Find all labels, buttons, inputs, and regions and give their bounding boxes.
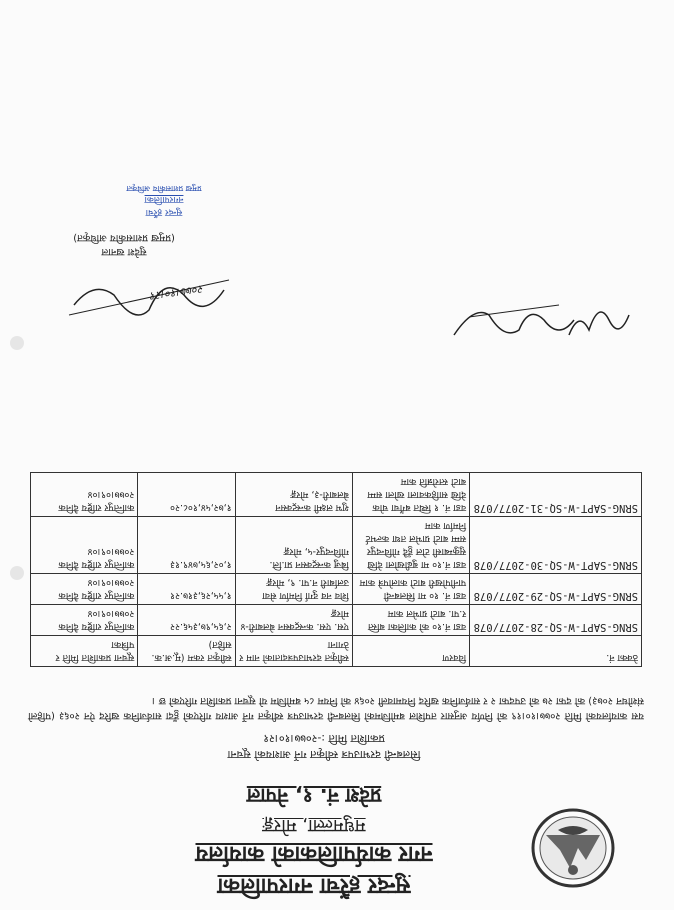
bidder-cell: शिव नव दुर्गा निर्माण सेवा उर्लाबारी न.पा. ९, मोरङ्ग (235, 574, 352, 605)
description-cell: वडा नं.१० मा बुढीखोला देखि सुकुम्बासी टोल हुँदै गोविन्दपुर सम्म बाटो ग्राभेल तथा कल्भर्ट निर्माण काम (352, 517, 469, 574)
signatory-name: सुदेश खनाल (101, 246, 147, 257)
table-row (31, 517, 642, 574)
contract-table (30, 472, 642, 667)
stamp-line: प्रमुख प्रशासकीय अधिकृत (126, 184, 202, 193)
contract-no-cell: SRNG-SAPT-W-SQ-30-2077/078 (470, 517, 642, 574)
publication-cell: कान्तिपुर राष्ट्रिय दैनिक २०७७।०९।०४ (31, 605, 138, 636)
province-line: प्रदेश नं. १, नेपाल (246, 784, 382, 808)
stamp-line: नगरपालिका (144, 194, 184, 204)
description-cell: वडा नं. १ स्थित बगैंचा चोक देखि साहिकवाला खोला सम्म बाटो स्तरोन्नति काम (352, 473, 469, 517)
handwritten-signature (449, 300, 579, 345)
notice-title: सिलबन्दी दरभाउपत्र स्वीकृत गर्ने आशयको सूचना (227, 748, 421, 761)
signatory-role: (प्रमुख प्रशासकीय अधिकृत) (73, 232, 175, 243)
amount-cell: २,६५,९७,३५६.२२ (138, 605, 235, 636)
municipality-name: सुन्दर हरैंचा नगरपालिका (217, 873, 411, 898)
publication-cell: कान्तिपुर राष्ट्रिय दैनिक २०७७।०९।०४ (31, 574, 138, 605)
publication-cell: कान्तिपुर राष्ट्रिय दैनिक २०७७।०९।०४ (31, 517, 138, 574)
contract-no-cell: SRNG-SAPT-W-SQ-28-2077/078 (470, 605, 642, 636)
table-row (31, 605, 642, 636)
table-row (31, 574, 642, 605)
office-location: मधुमल्ला, मोरङ्ग (262, 815, 366, 836)
col-header-amount: स्वीकृत रकम (मू.अ.क. सहित) (138, 636, 235, 667)
description-cell: वडा नं. १० मा सिलबन्दी पानीपोखरी बाटो कालोपत्रे काम (352, 574, 469, 605)
table-row (31, 473, 642, 517)
official-stamp (94, 160, 234, 220)
bidder-cell: एस. एस. कन्स्ट्रक्सन बेलबारी-४ मोरङ्ग (235, 605, 352, 636)
description-cell: वडा नं.१० को कालिका बस्ति र.पा. बाटो ग्राभेल काम (352, 605, 469, 636)
col-header-contract-no: ठेक्का नं. (470, 636, 642, 667)
amount-cell: १,५५,२६,३१७.२१ (138, 574, 235, 605)
punch-hole (10, 336, 24, 350)
amount-cell: १,७२,५४,१०८.२० (138, 473, 235, 517)
handwritten-signature (64, 270, 234, 330)
notice-date: प्रकाशित मिति :-२०७७।१०।२१ (263, 732, 385, 745)
office-name: नगर कार्यपालिकाको कार्यालय (195, 841, 433, 866)
bidder-cell: बिजु कन्स्ट्रक्सन प्रा.लि. गोविन्दपुर-५, मोरङ्ग (235, 517, 352, 574)
handwritten-date: २०७७।१०।२१ (149, 282, 205, 303)
col-header-bidder: स्वीकृत दरभाउपत्रदाताको नाम र ठेगाना (235, 636, 352, 667)
stamp-line: सुन्दर हरैंचा (145, 207, 183, 217)
punch-hole (10, 566, 24, 580)
nepal-emblem-logo (528, 806, 618, 890)
contract-no-cell: SRNG-SAPT-W-SQ-29-2077/078 (470, 574, 642, 605)
notice-intro: यस कार्यालयको मिति २०७७।१०।१९ को निर्णय अनुसार तपशिल बमोजिमको सिलबन्दी दरभाउपत्र स्वीकृत गर्ने आशय गरिएको हुँदा सार्वजनिक खरिद ऐन २०६३ (पहिलो संशोधन २०७३) को दफा २७ को उपदफा २ र सार्वजनिक खरिद नियमावली २०६४ को नियम ८५ बमोजिम यो सूचना प्रकाशित गरिएको छ । (28, 695, 644, 721)
col-header-publication: सूचना प्रकाशित मिति र पत्रिका (31, 636, 138, 667)
col-header-description: विवरण (352, 636, 469, 667)
bidder-cell: शुभ लक्ष्मी कन्स्ट्रक्सन बेलबारी-३, मोरङ्ग (235, 473, 352, 517)
publication-cell: कान्तिपुर राष्ट्रिय दैनिक २०७७।०९।०४ (31, 473, 138, 517)
contract-no-cell: SRNG-SAPT-W-SQ-31-2077/078 (470, 473, 642, 517)
table-header-row (31, 636, 642, 667)
amount-cell: १,०२,६५,७४९.१३ (138, 517, 235, 574)
